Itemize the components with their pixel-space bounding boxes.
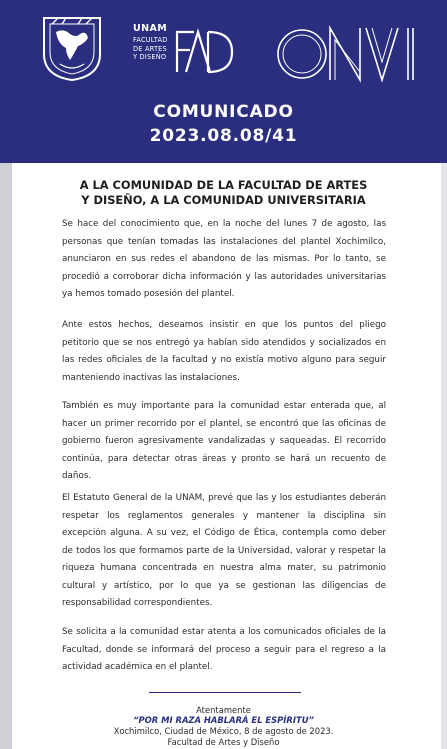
paragraph-5: Se solicita a la comunidad estar atenta a los comunicados oficiales de la Facultad, donde se informará del proceso a seguir para el regreso a la actividad académica en el plantel. <box>62 627 386 672</box>
unam-label: UNAM <box>133 23 168 34</box>
faculty-name <box>133 36 167 62</box>
document-heading-line-1: A LA COMUNIDAD DE LA FACULTAD DE ARTES <box>79 178 368 192</box>
document-heading-line-2: Y DISEÑO, A LA COMUNIDAD UNIVERSITARIA <box>81 193 366 207</box>
header-banner <box>0 0 447 163</box>
unam-seal-icon <box>40 14 104 82</box>
paragraph-4: El Estatuto General de la UNAM, prevé que las y los estudiantes deberán respetar los reglamentos generales y mantener la disciplina sin excepción alguna. A su vez, el Código de Ética, contempla como deber de todos los que formamos parte de la Universidad, valorar y respetar la riqueza humana concentrada en nuestra alma mater, su patrimonio cultural y artístico, por lo que ya se gestionan las diligencias de responsabilidad correspondientes. <box>62 493 386 608</box>
comunicado-number: 2023.08.08/41 <box>149 126 298 146</box>
paragraph-1: Se hace del conocimiento que, en la noche del lunes 7 de agosto, las personas que tenían tomadas las instalaciones del plantel Xochimilco, anunciaron en sus redes el abandono de las mismas. Por lo tanto, se procedió a corroborar dicha información y las autoridades universitarias ya hemos tomado posesión del plantel. <box>62 219 386 299</box>
fad-logo-icon <box>174 28 234 74</box>
faculty-line: FACULTAD <box>133 36 168 44</box>
onvi-logo-icon <box>276 24 418 84</box>
comunicado-title: COMUNICADO <box>153 102 294 122</box>
paragraph-2: Ante estos hechos, deseamos insistir en que los puntos del pliego petitorio que se nos entregó ya habían sido atendidos y socializados en las redes oficiales de la facultad y no existía motivo alguno para seguir manteniendo inactivas las instalaciones. <box>62 320 386 383</box>
signature-place-date: Xochimilco, Ciudad de México, 8 de agosto de 2023. <box>113 726 334 736</box>
faculty-line: Y DISEÑO <box>133 53 167 62</box>
faculty-line: DE ARTES <box>133 44 167 53</box>
signature-closing: Atentamente <box>196 705 251 715</box>
signature-motto: “POR MI RAZA HABLARÁ EL ESPÍRITU” <box>133 715 314 725</box>
signature-issuer: Facultad de Artes y Diseño <box>167 737 280 747</box>
paragraph-3: También es muy importante para la comunidad estar enterada que, al hacer un primer recorrido por el plantel, se encontró que las oficinas de gobierno fueron agresivamente vandalizadas y saqueadas. El recorrido continúa, para detectar otras áreas y pronto se hará un recuento de daños. <box>62 401 386 481</box>
signature-rule <box>149 692 301 693</box>
